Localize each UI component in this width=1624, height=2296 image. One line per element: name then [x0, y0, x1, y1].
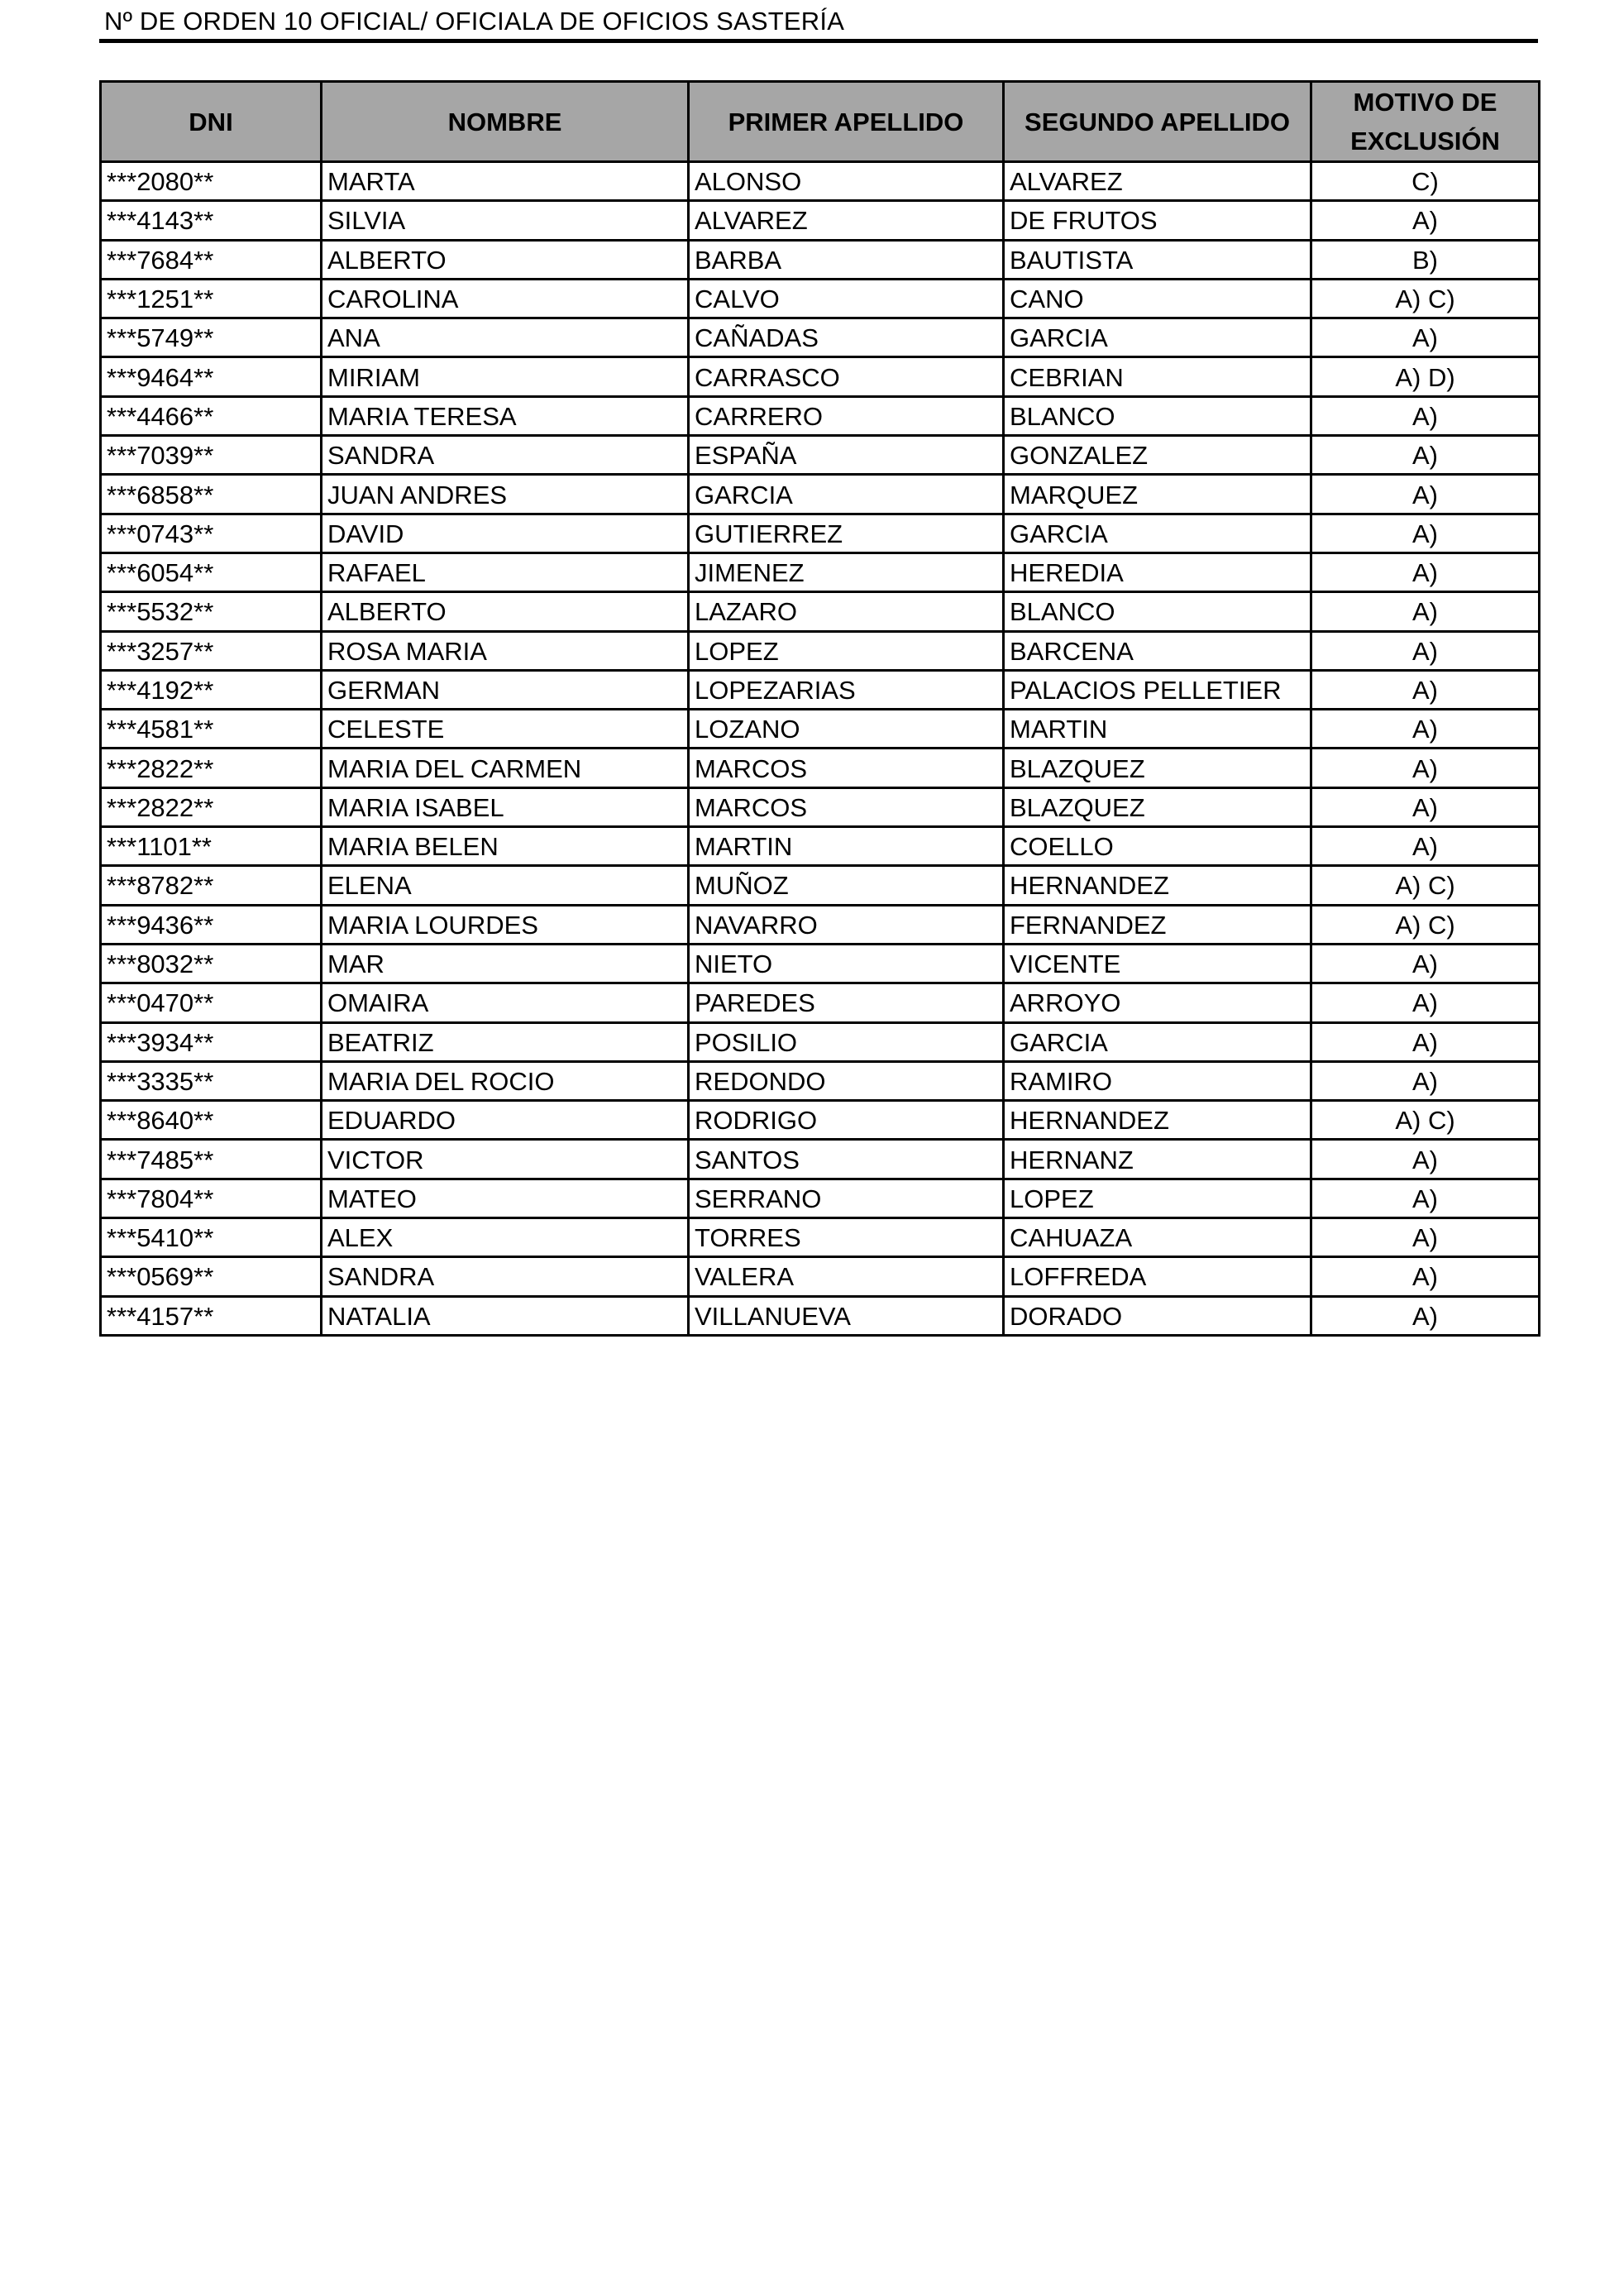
cell-nombre: ALBERTO	[322, 240, 689, 279]
cell-segundo-apellido: MARQUEZ	[1004, 475, 1311, 514]
cell-motivo: B)	[1311, 240, 1540, 279]
cell-nombre: MARIA LOURDES	[322, 905, 689, 944]
table-row	[101, 592, 1540, 631]
cell-primer-apellido: NIETO	[689, 944, 1004, 983]
cell-primer-apellido: REDONDO	[689, 1061, 1004, 1100]
table-row	[101, 1022, 1540, 1061]
cell-motivo: A)	[1311, 201, 1540, 240]
cell-primer-apellido: MARCOS	[689, 787, 1004, 826]
cell-primer-apellido: LAZARO	[689, 592, 1004, 631]
cell-primer-apellido: GARCIA	[689, 475, 1004, 514]
cell-segundo-apellido: HERNANDEZ	[1004, 1101, 1311, 1140]
table-row	[101, 749, 1540, 787]
cell-dni: ***2822**	[101, 749, 322, 787]
cell-segundo-apellido: DE FRUTOS	[1004, 201, 1311, 240]
cell-segundo-apellido: ARROYO	[1004, 983, 1311, 1022]
page-title: Nº DE ORDEN 10 OFICIAL/ OFICIALA DE OFICIOS SASTERÍA	[104, 7, 845, 36]
table-row	[101, 357, 1540, 396]
cell-nombre: MARIA DEL ROCIO	[322, 1061, 689, 1100]
cell-motivo: A)	[1311, 1022, 1540, 1061]
cell-segundo-apellido: VICENTE	[1004, 944, 1311, 983]
cell-primer-apellido: ALONSO	[689, 162, 1004, 201]
cell-motivo: A)	[1311, 670, 1540, 709]
cell-nombre: SILVIA	[322, 201, 689, 240]
cell-motivo: A)	[1311, 514, 1540, 552]
cell-segundo-apellido: BLANCO	[1004, 592, 1311, 631]
cell-motivo: A) C)	[1311, 866, 1540, 905]
cell-motivo: A)	[1311, 1179, 1540, 1217]
cell-primer-apellido: BARBA	[689, 240, 1004, 279]
cell-dni: ***4157**	[101, 1296, 322, 1335]
cell-segundo-apellido: RAMIRO	[1004, 1061, 1311, 1100]
cell-motivo: A)	[1311, 749, 1540, 787]
cell-nombre: DAVID	[322, 514, 689, 552]
cell-dni: ***7804**	[101, 1179, 322, 1217]
table-row	[101, 318, 1540, 357]
cell-motivo: A)	[1311, 1257, 1540, 1296]
cell-primer-apellido: MARTIN	[689, 827, 1004, 866]
cell-segundo-apellido: BARCENA	[1004, 631, 1311, 670]
cell-dni: ***4581**	[101, 710, 322, 749]
cell-dni: ***7039**	[101, 436, 322, 475]
cell-motivo: A)	[1311, 1061, 1540, 1100]
cell-primer-apellido: MUÑOZ	[689, 866, 1004, 905]
cell-segundo-apellido: FERNANDEZ	[1004, 905, 1311, 944]
cell-nombre: ROSA MARIA	[322, 631, 689, 670]
cell-nombre: MARIA BELEN	[322, 827, 689, 866]
cell-primer-apellido: RODRIGO	[689, 1101, 1004, 1140]
cell-motivo: A)	[1311, 592, 1540, 631]
table-row	[101, 514, 1540, 552]
cell-nombre: GERMAN	[322, 670, 689, 709]
cell-nombre: MARIA DEL CARMEN	[322, 749, 689, 787]
table-row	[101, 905, 1540, 944]
cell-motivo: A) C)	[1311, 279, 1540, 318]
cell-segundo-apellido: LOPEZ	[1004, 1179, 1311, 1217]
table-row	[101, 710, 1540, 749]
cell-segundo-apellido: GARCIA	[1004, 318, 1311, 357]
table-row	[101, 240, 1540, 279]
cell-motivo: A)	[1311, 436, 1540, 475]
cell-segundo-apellido: COELLO	[1004, 827, 1311, 866]
cell-nombre: MIRIAM	[322, 357, 689, 396]
cell-dni: ***2080**	[101, 162, 322, 201]
table-row	[101, 1179, 1540, 1217]
cell-segundo-apellido: CAHUAZA	[1004, 1218, 1311, 1257]
cell-motivo: A) D)	[1311, 357, 1540, 396]
cell-nombre: EDUARDO	[322, 1101, 689, 1140]
cell-nombre: VICTOR	[322, 1140, 689, 1179]
cell-motivo: A)	[1311, 396, 1540, 435]
cell-primer-apellido: CARRERO	[689, 396, 1004, 435]
cell-dni: ***1101**	[101, 827, 322, 866]
cell-segundo-apellido: BAUTISTA	[1004, 240, 1311, 279]
table-row	[101, 1061, 1540, 1100]
exclusion-table	[99, 80, 1540, 1337]
table-row	[101, 436, 1540, 475]
cell-motivo: A)	[1311, 983, 1540, 1022]
table-row	[101, 1296, 1540, 1335]
cell-motivo: A) C)	[1311, 905, 1540, 944]
cell-motivo: A)	[1311, 1296, 1540, 1335]
table-row	[101, 631, 1540, 670]
table-body	[101, 162, 1540, 1336]
cell-segundo-apellido: LOFFREDA	[1004, 1257, 1311, 1296]
cell-segundo-apellido: DORADO	[1004, 1296, 1311, 1335]
cell-segundo-apellido: HERNANDEZ	[1004, 866, 1311, 905]
cell-dni: ***3934**	[101, 1022, 322, 1061]
cell-nombre: MATEO	[322, 1179, 689, 1217]
cell-nombre: OMAIRA	[322, 983, 689, 1022]
cell-motivo: A)	[1311, 944, 1540, 983]
column-header-segundo-apellido: SEGUNDO APELLIDO	[1004, 82, 1311, 162]
table-row	[101, 787, 1540, 826]
table-row	[101, 1101, 1540, 1140]
cell-motivo: A)	[1311, 827, 1540, 866]
cell-motivo: A)	[1311, 475, 1540, 514]
table-row	[101, 1257, 1540, 1296]
cell-dni: ***5410**	[101, 1218, 322, 1257]
cell-nombre: CAROLINA	[322, 279, 689, 318]
cell-primer-apellido: VALERA	[689, 1257, 1004, 1296]
cell-motivo: C)	[1311, 162, 1540, 201]
cell-nombre: ANA	[322, 318, 689, 357]
cell-nombre: RAFAEL	[322, 552, 689, 591]
table-row	[101, 475, 1540, 514]
cell-motivo: A)	[1311, 552, 1540, 591]
cell-primer-apellido: TORRES	[689, 1218, 1004, 1257]
cell-nombre: SANDRA	[322, 1257, 689, 1296]
cell-nombre: ALBERTO	[322, 592, 689, 631]
cell-segundo-apellido: HEREDIA	[1004, 552, 1311, 591]
cell-nombre: SANDRA	[322, 436, 689, 475]
cell-primer-apellido: PAREDES	[689, 983, 1004, 1022]
cell-motivo: A)	[1311, 710, 1540, 749]
cell-primer-apellido: NAVARRO	[689, 905, 1004, 944]
cell-primer-apellido: VILLANUEVA	[689, 1296, 1004, 1335]
column-header-motivo	[1311, 82, 1540, 162]
cell-primer-apellido: CARRASCO	[689, 357, 1004, 396]
cell-primer-apellido: CALVO	[689, 279, 1004, 318]
table-row	[101, 201, 1540, 240]
cell-segundo-apellido: BLANCO	[1004, 396, 1311, 435]
cell-dni: ***0743**	[101, 514, 322, 552]
cell-dni: ***5532**	[101, 592, 322, 631]
cell-motivo: A)	[1311, 318, 1540, 357]
cell-segundo-apellido: BLAZQUEZ	[1004, 787, 1311, 826]
cell-nombre: ELENA	[322, 866, 689, 905]
table-row	[101, 279, 1540, 318]
cell-segundo-apellido: PALACIOS PELLETIER	[1004, 670, 1311, 709]
cell-segundo-apellido: CEBRIAN	[1004, 357, 1311, 396]
cell-dni: ***8032**	[101, 944, 322, 983]
cell-primer-apellido: SERRANO	[689, 1179, 1004, 1217]
cell-nombre: JUAN ANDRES	[322, 475, 689, 514]
cell-primer-apellido: LOPEZARIAS	[689, 670, 1004, 709]
cell-dni: ***7684**	[101, 240, 322, 279]
page-header	[99, 0, 1538, 43]
cell-dni: ***6858**	[101, 475, 322, 514]
cell-dni: ***0569**	[101, 1257, 322, 1296]
table-header-row	[101, 82, 1540, 162]
cell-dni: ***5749**	[101, 318, 322, 357]
table-row	[101, 983, 1540, 1022]
cell-motivo: A) C)	[1311, 1101, 1540, 1140]
cell-nombre: MAR	[322, 944, 689, 983]
column-header-primer-apellido: PRIMER APELLIDO	[689, 82, 1004, 162]
cell-primer-apellido: ALVAREZ	[689, 201, 1004, 240]
cell-motivo: A)	[1311, 787, 1540, 826]
table-row	[101, 944, 1540, 983]
cell-primer-apellido: JIMENEZ	[689, 552, 1004, 591]
cell-primer-apellido: SANTOS	[689, 1140, 1004, 1179]
table-row	[101, 552, 1540, 591]
cell-motivo: A)	[1311, 1218, 1540, 1257]
cell-segundo-apellido: BLAZQUEZ	[1004, 749, 1311, 787]
table-row	[101, 162, 1540, 201]
cell-segundo-apellido: HERNANZ	[1004, 1140, 1311, 1179]
cell-primer-apellido: POSILIO	[689, 1022, 1004, 1061]
cell-dni: ***7485**	[101, 1140, 322, 1179]
column-header-dni: DNI	[101, 82, 322, 162]
cell-primer-apellido: ESPAÑA	[689, 436, 1004, 475]
cell-primer-apellido: GUTIERREZ	[689, 514, 1004, 552]
cell-motivo: A)	[1311, 1140, 1540, 1179]
cell-primer-apellido: LOPEZ	[689, 631, 1004, 670]
cell-nombre: NATALIA	[322, 1296, 689, 1335]
cell-dni: ***8640**	[101, 1101, 322, 1140]
table-row	[101, 1140, 1540, 1179]
table-row	[101, 866, 1540, 905]
column-header-motivo-label: MOTIVO DE EXCLUSIÓN	[1350, 88, 1500, 155]
cell-nombre: CELESTE	[322, 710, 689, 749]
cell-dni: ***9464**	[101, 357, 322, 396]
cell-segundo-apellido: ALVAREZ	[1004, 162, 1311, 201]
table-row	[101, 396, 1540, 435]
cell-dni: ***4192**	[101, 670, 322, 709]
cell-segundo-apellido: MARTIN	[1004, 710, 1311, 749]
cell-nombre: MARIA ISABEL	[322, 787, 689, 826]
cell-segundo-apellido: GONZALEZ	[1004, 436, 1311, 475]
table-row	[101, 827, 1540, 866]
table-row	[101, 1218, 1540, 1257]
cell-motivo: A)	[1311, 631, 1540, 670]
cell-dni: ***4143**	[101, 201, 322, 240]
column-header-nombre: NOMBRE	[322, 82, 689, 162]
cell-segundo-apellido: GARCIA	[1004, 514, 1311, 552]
cell-nombre: MARTA	[322, 162, 689, 201]
cell-dni: ***9436**	[101, 905, 322, 944]
cell-primer-apellido: CAÑADAS	[689, 318, 1004, 357]
cell-dni: ***2822**	[101, 787, 322, 826]
cell-segundo-apellido: GARCIA	[1004, 1022, 1311, 1061]
cell-primer-apellido: MARCOS	[689, 749, 1004, 787]
cell-dni: ***8782**	[101, 866, 322, 905]
cell-nombre: MARIA TERESA	[322, 396, 689, 435]
cell-dni: ***1251**	[101, 279, 322, 318]
cell-dni: ***6054**	[101, 552, 322, 591]
cell-segundo-apellido: CANO	[1004, 279, 1311, 318]
cell-dni: ***4466**	[101, 396, 322, 435]
cell-dni: ***3257**	[101, 631, 322, 670]
cell-dni: ***3335**	[101, 1061, 322, 1100]
table-row	[101, 670, 1540, 709]
cell-dni: ***0470**	[101, 983, 322, 1022]
cell-nombre: BEATRIZ	[322, 1022, 689, 1061]
cell-primer-apellido: LOZANO	[689, 710, 1004, 749]
cell-nombre: ALEX	[322, 1218, 689, 1257]
